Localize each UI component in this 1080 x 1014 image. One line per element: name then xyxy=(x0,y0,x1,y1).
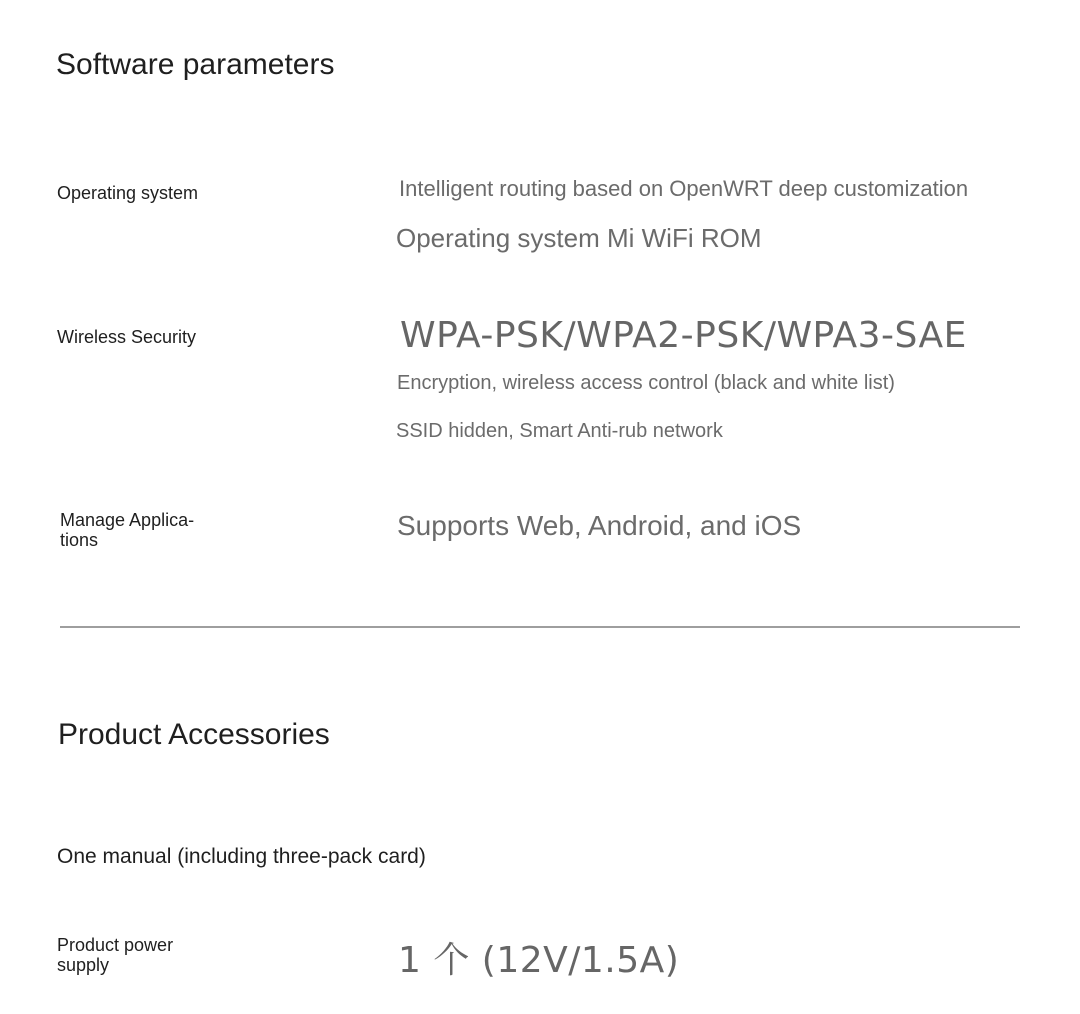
product-power-supply-label xyxy=(57,935,173,975)
operating-system-value-line1: Intelligent routing based on OpenWRT deep customization xyxy=(399,176,969,201)
operating-system-label: Operating system xyxy=(57,183,199,203)
section-divider xyxy=(60,626,1020,628)
accessory-manual: One manual (including three-pack card) xyxy=(57,845,426,868)
manage-applications-label-line1: Manage Applica- xyxy=(60,510,195,530)
operating-system-value-line2: Operating system Mi WiFi ROM xyxy=(396,223,762,253)
wireless-security-ssid: SSID hidden, Smart Anti-rub network xyxy=(396,420,723,442)
product-power-supply-label-line1: Product power xyxy=(57,935,174,955)
wireless-security-label: Wireless Security xyxy=(57,327,197,347)
product-power-supply-value: 1 个 (12V/1.5A) xyxy=(398,940,680,981)
product-power-supply-label-line2: supply xyxy=(57,955,110,975)
manage-applications-label-line2: tions xyxy=(60,530,99,550)
manage-applications-label xyxy=(60,510,194,550)
software-parameters-title: Software parameters xyxy=(56,48,335,81)
wireless-security-encryption: Encryption, wireless access control (black and white list) xyxy=(397,372,895,394)
wireless-security-protocols: WPA-PSK/WPA2-PSK/WPA3-SAE xyxy=(400,315,967,356)
manage-applications-value: Supports Web, Android, and iOS xyxy=(397,510,802,541)
product-accessories-title: Product Accessories xyxy=(58,718,330,751)
